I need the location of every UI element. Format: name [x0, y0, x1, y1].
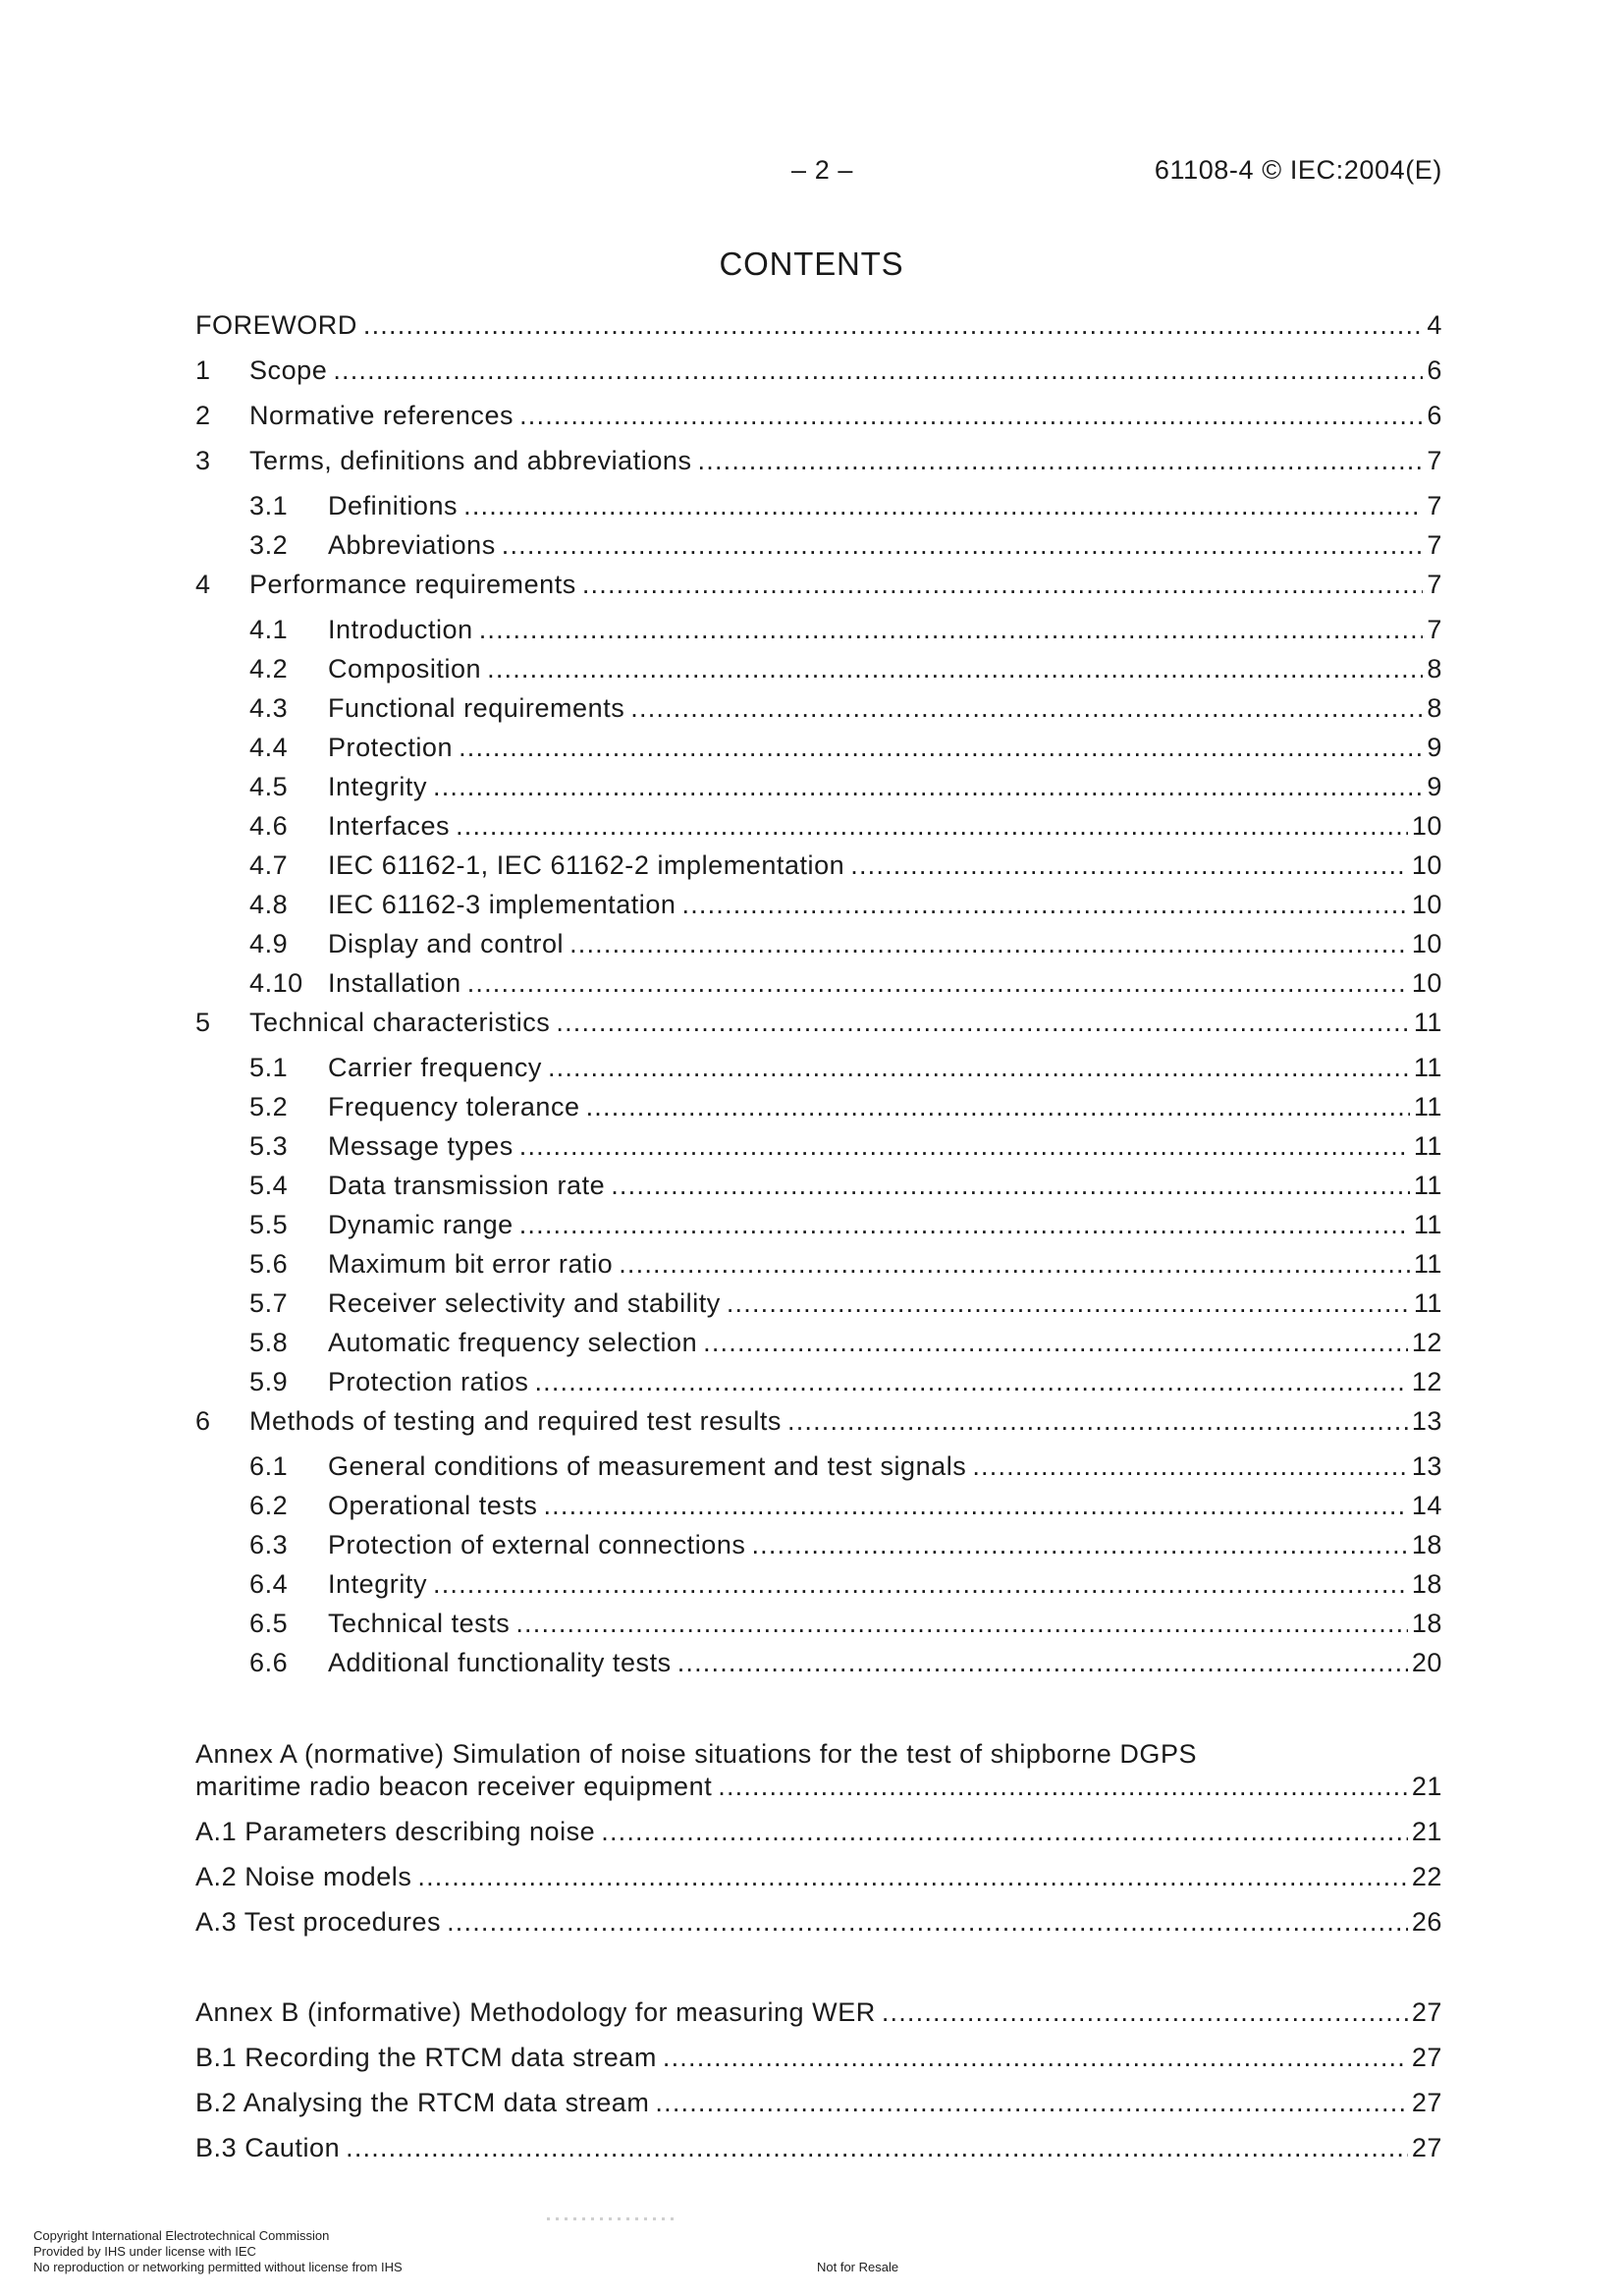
toc-number: 4.2: [249, 654, 289, 683]
toc-label: Data transmission rate: [328, 1171, 606, 1200]
toc-label: Integrity: [328, 1569, 427, 1599]
toc-number: 4: [195, 570, 211, 599]
toc-entry-5-1[interactable]: [195, 1051, 1442, 1084]
toc-label: Methods of testing and required test results: [249, 1406, 782, 1436]
dot-leader: [850, 848, 1408, 882]
toc-label: Technical tests: [328, 1609, 511, 1638]
toc-label: Composition: [328, 654, 482, 683]
toc-page: 7: [1427, 615, 1442, 644]
toc-number: 5.8: [249, 1328, 289, 1357]
toc-label: A.1 Parameters describing noise: [195, 1817, 596, 1846]
dot-leader: [543, 1489, 1407, 1522]
dot-leader: [417, 1860, 1407, 1893]
toc-page: 7: [1427, 446, 1442, 475]
dot-leader: [586, 1090, 1410, 1123]
toc-label: A.3 Test procedures: [195, 1907, 442, 1937]
toc-label: Introduction: [328, 615, 473, 644]
toc-entry-4-7[interactable]: [195, 848, 1442, 882]
toc-page: 13: [1411, 1406, 1442, 1436]
toc-number: 4.10: [249, 968, 303, 998]
toc-page: 18: [1411, 1609, 1442, 1638]
toc-number: 2: [195, 401, 211, 430]
toc-label: Scope: [249, 355, 328, 385]
toc-label: FOREWORD: [195, 310, 357, 340]
footer-reproduction-line: No reproduction or networking permitted without license from IHS: [33, 2260, 403, 2274]
toc-label: Receiver selectivity and stability: [328, 1288, 721, 1318]
toc-entry-6-3[interactable]: [195, 1528, 1442, 1561]
dot-leader: [663, 2041, 1408, 2074]
toc-entry-6-4[interactable]: [195, 1567, 1442, 1601]
dot-leader: [703, 1326, 1408, 1359]
dot-leader: [611, 1169, 1410, 1202]
toc-page: 22: [1411, 1862, 1442, 1891]
toc-page: 21: [1411, 1772, 1442, 1801]
dot-leader: [582, 568, 1424, 601]
dot-leader: [751, 1528, 1407, 1561]
toc-page: 11: [1413, 1249, 1442, 1279]
toc-label: B.2 Analysing the RTCM data stream: [195, 2088, 650, 2117]
toc-entry-annex-b[interactable]: [195, 1995, 1442, 2029]
toc-number: 4.5: [249, 772, 289, 801]
toc-number: 6.2: [249, 1491, 289, 1520]
toc-label: IEC 61162-3 implementation: [328, 890, 676, 919]
toc-label: Operational tests: [328, 1491, 538, 1520]
toc-label: A.2 Noise models: [195, 1862, 412, 1891]
dot-leader: [548, 1051, 1410, 1084]
toc-page: 7: [1427, 530, 1442, 560]
footer-copyright-line: Copyright International Electrotechnical Commission: [33, 2228, 330, 2243]
dot-leader: [433, 1567, 1408, 1601]
toc-page: 27: [1411, 2088, 1442, 2117]
toc-page: 8: [1427, 654, 1442, 683]
dot-leader: [487, 652, 1423, 685]
toc-number: 4.9: [249, 929, 289, 958]
toc-entry-4[interactable]: [195, 568, 1442, 601]
toc-page: 14: [1411, 1491, 1442, 1520]
dot-leader: [882, 1995, 1408, 2029]
toc-entry-5-4[interactable]: [195, 1169, 1442, 1202]
dot-leader: [502, 528, 1424, 562]
toc-label: Maximum bit error ratio: [328, 1249, 614, 1279]
dot-leader: [601, 1815, 1408, 1848]
toc-page: 9: [1427, 772, 1442, 801]
dot-leader: [515, 1607, 1408, 1640]
toc-label: Performance requirements: [249, 570, 576, 599]
page-header: [0, 155, 1623, 194]
toc-number: 5.5: [249, 1210, 289, 1239]
toc-entry-5-9[interactable]: [195, 1365, 1442, 1398]
toc-entry-4-9[interactable]: [195, 927, 1442, 960]
toc-entry-5-7[interactable]: [195, 1286, 1442, 1320]
toc-label: Dynamic range: [328, 1210, 514, 1239]
toc-entry-6-2[interactable]: [195, 1489, 1442, 1522]
dot-leader: [467, 966, 1408, 1000]
toc-label: Carrier frequency: [328, 1053, 542, 1082]
toc-entry-6-5[interactable]: [195, 1607, 1442, 1640]
toc-label: Technical characteristics: [249, 1008, 551, 1037]
dot-leader: [787, 1404, 1408, 1438]
toc-label: Normative references: [249, 401, 514, 430]
toc-entry-5-6[interactable]: [195, 1247, 1442, 1281]
toc-page: 7: [1427, 491, 1442, 520]
dot-leader: [630, 691, 1423, 725]
dot-leader: [479, 613, 1424, 646]
toc-label: Display and control: [328, 929, 565, 958]
toc-number: 5.9: [249, 1367, 289, 1396]
toc-page: 21: [1411, 1817, 1442, 1846]
dot-leader: [459, 731, 1423, 764]
toc-page: 18: [1411, 1569, 1442, 1599]
toc-number: 4.7: [249, 850, 289, 880]
toc-label: Terms, definitions and abbreviations: [249, 446, 692, 475]
toc-label: Interfaces: [328, 811, 451, 841]
dot-leader: [363, 308, 1424, 342]
toc-number: 6.6: [249, 1648, 289, 1677]
toc-label: Message types: [328, 1131, 514, 1161]
toc-label: Functional requirements: [328, 693, 625, 723]
toc-number: 4.8: [249, 890, 289, 919]
toc-number: 5.6: [249, 1249, 289, 1279]
toc-number: 5.4: [249, 1171, 289, 1200]
toc-number: 4.4: [249, 733, 289, 762]
toc-label: General conditions of measurement and test signals: [328, 1451, 967, 1481]
toc-page: 10: [1411, 968, 1442, 998]
toc-label: Abbreviations: [328, 530, 496, 560]
toc-number: 5.1: [249, 1053, 289, 1082]
toc-number: 3: [195, 446, 211, 475]
toc-entry-b-3[interactable]: [195, 2131, 1442, 2164]
not-for-resale-label: Not for Resale: [817, 2260, 899, 2274]
toc-number: 6.1: [249, 1451, 289, 1481]
toc-entry-5-2[interactable]: [195, 1090, 1442, 1123]
toc-number: 5.3: [249, 1131, 289, 1161]
toc-label: maritime radio beacon receiver equipment: [195, 1772, 713, 1801]
document-reference: 61108-4 © IEC:2004(E): [1154, 155, 1442, 185]
toc-number: 3.2: [249, 530, 289, 560]
toc-entry-5-3[interactable]: [195, 1129, 1442, 1163]
toc-page: 27: [1411, 2043, 1442, 2072]
toc-page: 20: [1411, 1648, 1442, 1677]
toc-label: IEC 61162-1, IEC 61162-2 implementation: [328, 850, 845, 880]
toc-label: Protection: [328, 733, 454, 762]
toc-entry-2[interactable]: [195, 399, 1442, 432]
toc-page: 12: [1411, 1367, 1442, 1396]
toc-entry-6-6[interactable]: [195, 1646, 1442, 1679]
toc-label: Additional functionality tests: [328, 1648, 672, 1677]
toc-entry-a-1[interactable]: [195, 1815, 1442, 1848]
dot-leader: [333, 354, 1423, 387]
toc-number: 6.5: [249, 1609, 289, 1638]
dot-leader: [519, 1208, 1410, 1241]
dot-leader: [463, 489, 1423, 522]
toc-entry-1[interactable]: [195, 354, 1442, 387]
dot-leader: [698, 444, 1424, 477]
dot-leader: [727, 1286, 1410, 1320]
toc-number: 4.6: [249, 811, 289, 841]
dot-leader: [682, 888, 1408, 921]
table-of-contents: [195, 308, 1442, 2164]
toc-page: 11: [1413, 1053, 1442, 1082]
toc-entry-5-5[interactable]: [195, 1208, 1442, 1241]
toc-page: 11: [1413, 1131, 1442, 1161]
toc-number: 5.2: [249, 1092, 289, 1121]
toc-page: 10: [1411, 890, 1442, 919]
toc-page: 4: [1427, 310, 1442, 340]
toc-page: 12: [1411, 1328, 1442, 1357]
toc-page: 10: [1411, 850, 1442, 880]
toc-label: Protection of external connections: [328, 1530, 746, 1559]
dot-leader: [433, 770, 1423, 803]
dot-leader: [619, 1247, 1410, 1281]
dot-leader: [534, 1365, 1407, 1398]
dot-leader: [556, 1006, 1409, 1039]
toc-number: 1: [195, 355, 211, 385]
toc-page: 10: [1411, 929, 1442, 958]
toc-entry-4-10[interactable]: [195, 966, 1442, 1000]
toc-page: 18: [1411, 1530, 1442, 1559]
toc-page: 13: [1411, 1451, 1442, 1481]
dot-leader: [677, 1646, 1408, 1679]
toc-label: Annex B (informative) Methodology for measuring WER: [195, 1997, 876, 2027]
footer-license-line: Provided by IHS under license with IEC: [33, 2244, 256, 2259]
toc-page: 6: [1427, 355, 1442, 385]
toc-number: 6.4: [249, 1569, 289, 1599]
toc-page: 11: [1413, 1008, 1442, 1037]
dot-leader: [718, 1770, 1408, 1803]
toc-entry-6[interactable]: [195, 1404, 1442, 1438]
toc-entry-4-6[interactable]: [195, 809, 1442, 843]
toc-entry-6-1[interactable]: [195, 1449, 1442, 1483]
toc-number: 5: [195, 1008, 211, 1037]
toc-page: 7: [1427, 570, 1442, 599]
dot-leader: [972, 1449, 1408, 1483]
toc-page: 9: [1427, 733, 1442, 762]
toc-entry-5-8[interactable]: [195, 1326, 1442, 1359]
toc-page: 11: [1413, 1210, 1442, 1239]
toc-entry-foreword[interactable]: [195, 308, 1442, 342]
toc-entry-b-2[interactable]: [195, 2086, 1442, 2119]
toc-entry-3[interactable]: [195, 444, 1442, 477]
toc-entry-4-4[interactable]: [195, 731, 1442, 764]
toc-entry-a-3[interactable]: [195, 1905, 1442, 1939]
toc-entry-4-5[interactable]: [195, 770, 1442, 803]
toc-entry-b-1[interactable]: [195, 2041, 1442, 2074]
toc-number: 6.3: [249, 1530, 289, 1559]
toc-page: 6: [1427, 401, 1442, 430]
scan-artifact: [547, 2217, 679, 2220]
toc-page: 27: [1411, 1997, 1442, 2027]
dot-leader: [569, 927, 1408, 960]
toc-entry-annex-a[interactable]: [195, 1770, 1442, 1803]
dot-leader: [447, 1905, 1408, 1939]
toc-label: Integrity: [328, 772, 427, 801]
toc-page: 11: [1413, 1092, 1442, 1121]
toc-label: B.3 Caution: [195, 2133, 341, 2162]
toc-entry-4-3[interactable]: [195, 691, 1442, 725]
contents-title: CONTENTS: [719, 246, 904, 282]
toc-number: 6: [195, 1406, 211, 1436]
toc-page: 27: [1411, 2133, 1442, 2162]
dot-leader: [655, 2086, 1407, 2119]
toc-number: 4.3: [249, 693, 289, 723]
toc-number: 3.1: [249, 491, 289, 520]
dot-leader: [346, 2131, 1408, 2164]
toc-label: Definitions: [328, 491, 459, 520]
toc-page: 8: [1427, 693, 1442, 723]
toc-number: 5.7: [249, 1288, 289, 1318]
toc-entry-4-8[interactable]: [195, 888, 1442, 921]
toc-entry-3-1[interactable]: [195, 489, 1442, 522]
toc-label: Frequency tolerance: [328, 1092, 580, 1121]
toc-page: 10: [1411, 811, 1442, 841]
toc-label: Automatic frequency selection: [328, 1328, 698, 1357]
toc-label: Installation: [328, 968, 461, 998]
toc-entry-4-2[interactable]: [195, 652, 1442, 685]
toc-page: 26: [1411, 1907, 1442, 1937]
toc-entry-5[interactable]: [195, 1006, 1442, 1039]
page-number: – 2 –: [791, 155, 854, 185]
dot-leader: [519, 399, 1423, 432]
toc-label: Protection ratios: [328, 1367, 529, 1396]
toc-label: B.1 Recording the RTCM data stream: [195, 2043, 657, 2072]
toc-entry-4-1[interactable]: [195, 613, 1442, 646]
copyright-footer: [33, 2228, 403, 2275]
dot-leader: [456, 809, 1408, 843]
toc-page: 11: [1413, 1288, 1442, 1318]
toc-number: 4.1: [249, 615, 289, 644]
toc-entry-a-2[interactable]: [195, 1860, 1442, 1893]
annex-a-title[interactable]: Annex A (normative) Simulation of noise situations for the test of shipborne DGPS: [195, 1739, 1198, 1769]
toc-page: 11: [1413, 1171, 1442, 1200]
toc-entry-3-2[interactable]: [195, 528, 1442, 562]
dot-leader: [519, 1129, 1410, 1163]
